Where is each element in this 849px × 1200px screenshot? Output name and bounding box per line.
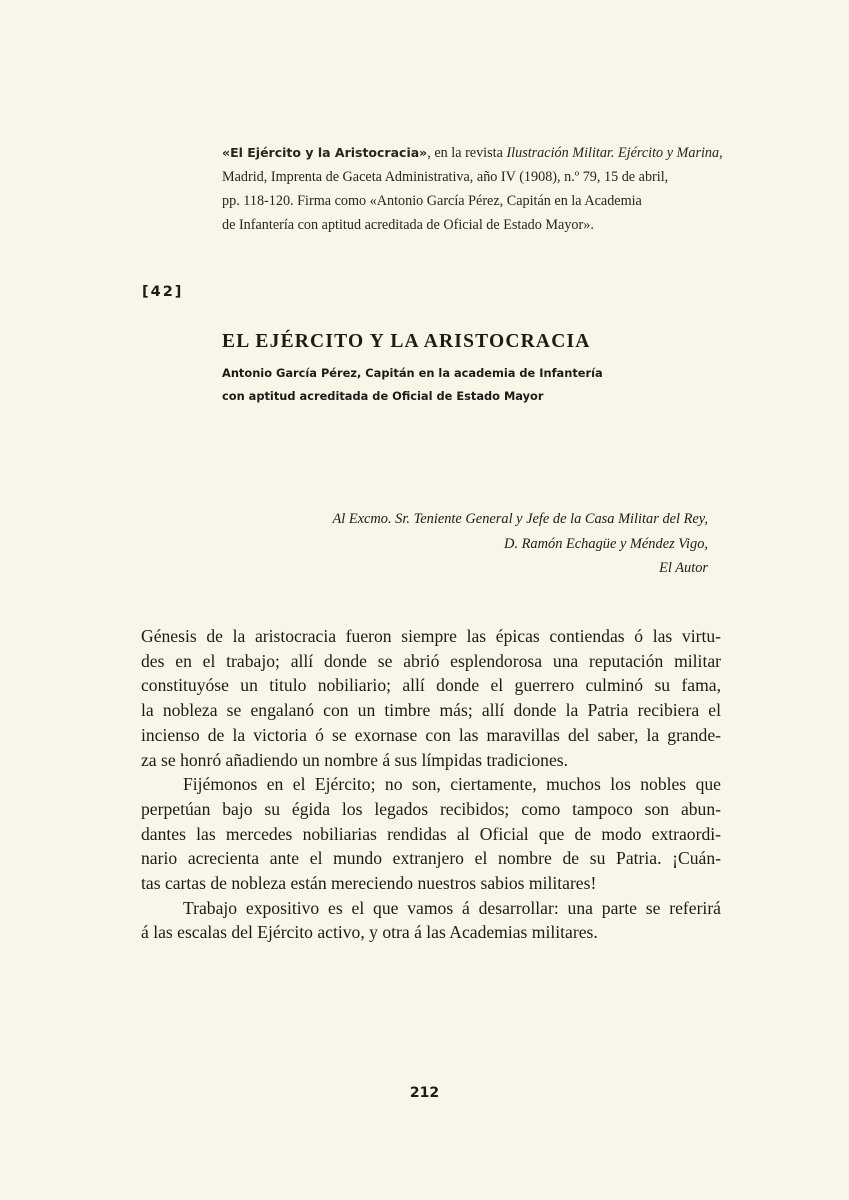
- text-line: des en el trabajo; allí donde se abrió esplendorosa una reputación militar: [141, 650, 721, 671]
- article-title: EL EJÉRCITO Y LA ARISTOCRACIA: [222, 331, 591, 352]
- text-line: za se honró añadiendo un nombre á sus límpidas tradiciones.: [141, 749, 569, 770]
- source-note-line-2: Madrid, Imprenta de Gaceta Administrativa, año IV (1908), n.º 79, 15 de abril,: [222, 169, 669, 185]
- author-byline: [222, 362, 603, 408]
- text-line: Trabajo expositivo es el que vamos á desarrollar: una parte se referirá: [183, 897, 721, 918]
- text-line: Génesis de la aristocracia fueron siempre las épicas contiendas ó las virtu-: [141, 626, 721, 646]
- text-line: nario acrecienta ante el mundo extranjero el nombre de su Patria. ¡Cuán-: [141, 848, 721, 869]
- text-line: incienso de la victoria ó se exornase con las maravillas del saber, la grande-: [141, 724, 721, 745]
- text-line: perpetúan bajo su égida los legados recibidos; como tampoco son abun-: [141, 798, 721, 819]
- source-note: [222, 141, 722, 237]
- text-line: la nobleza se engalanó con un timbre más; allí donde la Patria recibiera el: [141, 700, 721, 721]
- source-note-lead: «El Ejército y la Aristocracia»: [222, 145, 428, 160]
- article-body: [141, 624, 721, 945]
- source-note-line-3: pp. 118-120. Firma como «Antonio García Pérez, Capitán en la Academia: [222, 193, 642, 209]
- text-line: Fijémonos en el Ejército; no son, ciertamente, muchos los nobles que: [183, 774, 721, 795]
- byline-line: Antonio García Pérez, Capitán en la academia de Infantería: [222, 366, 603, 380]
- source-note-text: , en la revista: [427, 145, 507, 161]
- paragraph: [141, 624, 721, 772]
- page-number: 212: [409, 1085, 440, 1101]
- dedication: [258, 507, 708, 581]
- source-note-line-4: de Infantería con aptitud acreditada de Oficial de Estado Mayor».: [222, 217, 594, 233]
- text-line: á las escalas del Ejército activo, y otra á las Academias militares.: [141, 922, 598, 943]
- source-note-line-1: [222, 141, 722, 165]
- dedication-line: D. Ramón Echagüe y Méndez Vigo,: [504, 535, 708, 552]
- text-line: tas cartas de nobleza están mereciendo nuestros sabios militares!: [141, 873, 597, 894]
- paragraph: [141, 772, 721, 896]
- text-line: dantes las mercedes nobiliarias rendidas al Oficial que de modo extraordi-: [141, 823, 721, 844]
- text-line: constituyóse un titulo nobiliario; allí donde el guerrero culminó su fama,: [141, 675, 721, 696]
- source-note-punct: ,: [719, 145, 723, 161]
- paragraph: [141, 896, 721, 945]
- dedication-line: Al Excmo. Sr. Teniente General y Jefe de la Casa Militar del Rey,: [332, 511, 708, 527]
- document-number: [42]: [142, 284, 184, 300]
- dedication-line: El Autor: [659, 560, 708, 576]
- magazine-title: Ilustración Militar. Ejército y Marina: [506, 145, 720, 161]
- byline-line: con aptitud acreditada de Oficial de Estado Mayor: [222, 389, 544, 403]
